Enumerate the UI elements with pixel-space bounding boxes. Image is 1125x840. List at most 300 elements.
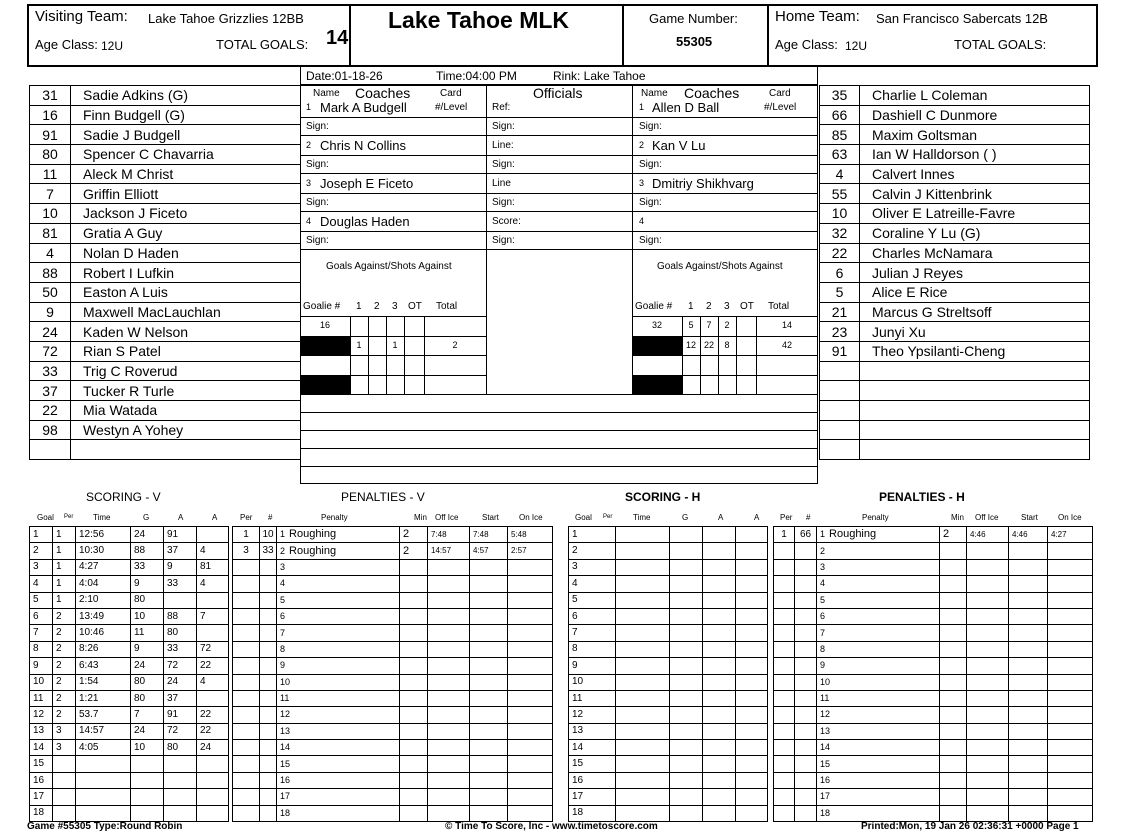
penalty-index: 2 (820, 545, 826, 556)
roster-row (820, 125, 1090, 145)
penalty-minutes (940, 789, 967, 805)
penalty-off-ice (967, 674, 1009, 690)
penalty-player-number (260, 723, 277, 739)
penalty-period (233, 625, 260, 641)
penalty-player-number (795, 559, 817, 575)
shots-against-value: 7 (706, 320, 712, 330)
penalty-index: 5 (280, 594, 286, 605)
penalty-cell (277, 723, 400, 739)
official-sign-label: Sign: (492, 197, 515, 208)
column-header: G (143, 513, 150, 522)
penalty-period (233, 576, 260, 592)
scoring-v-table (29, 526, 229, 822)
player-number: 10 (30, 204, 71, 224)
penalty-cell (277, 576, 400, 592)
scorer (670, 576, 703, 592)
scoring-h-table (568, 526, 768, 822)
player-name: Jackson J Ficeto (71, 204, 301, 224)
home-team-name: San Francisco Sabercats 12B (876, 11, 1048, 26)
goalie-stats-header: 1 (688, 301, 694, 312)
player-number (820, 381, 860, 401)
scoring-row (569, 592, 768, 608)
penalty-cell (277, 527, 400, 543)
penalty-type: Roughing (289, 528, 337, 541)
goal-time: 53.7 (76, 707, 131, 723)
assist-1 (703, 772, 736, 788)
penalty-cell (817, 527, 940, 543)
penalty-off-ice (428, 772, 470, 788)
footer-right: Printed:Mon, 19 Jan 26 02:36:31 +0000 Page 1 (861, 821, 1079, 832)
player-name: Dashiell C Dunmore (860, 105, 1090, 125)
penalty-period (774, 723, 795, 739)
penalty-period (233, 740, 260, 756)
penalty-row (774, 740, 1093, 756)
penalty-off-ice (428, 674, 470, 690)
penalty-on-ice (1048, 543, 1093, 559)
penalty-on-ice (508, 559, 553, 575)
player-name (860, 401, 1090, 421)
penalty-index: 6 (820, 611, 826, 622)
penalty-off-ice (428, 805, 470, 821)
penalty-row (233, 707, 553, 723)
officials-row-line (300, 193, 818, 194)
game-number-label: Game Number: (649, 11, 738, 26)
goalie-shaded-cell (632, 375, 682, 394)
assist-1 (703, 576, 736, 592)
period (53, 805, 76, 821)
penalty-minutes (400, 756, 428, 772)
h-coaches-label: Coaches (684, 85, 740, 101)
penalty-off-ice: 14:57 (428, 543, 470, 559)
goal-number: 14 (569, 740, 616, 756)
player-name (860, 440, 1090, 460)
assist-1 (164, 772, 197, 788)
period: 2 (53, 707, 76, 723)
v-coach-index: 3 (306, 178, 312, 188)
penalty-period (233, 658, 260, 674)
goal-time (616, 690, 670, 706)
period (53, 772, 76, 788)
penalty-index: 7 (820, 627, 826, 638)
officials-row-line (300, 249, 818, 250)
assist-1 (703, 592, 736, 608)
roster-row (30, 401, 301, 421)
player-number: 21 (820, 302, 860, 322)
penalty-player-number (795, 690, 817, 706)
penalty-cell (817, 756, 940, 772)
penalty-start (1009, 576, 1048, 592)
penalty-index: 8 (280, 643, 286, 654)
roster-row (820, 204, 1090, 224)
penalty-period (233, 559, 260, 575)
scoring-row (30, 641, 229, 657)
player-number: 22 (820, 243, 860, 263)
assist-2 (736, 723, 768, 739)
assist-2: 4 (197, 576, 229, 592)
player-number: 16 (30, 105, 71, 125)
assist-2: 81 (197, 559, 229, 575)
penalty-cell (817, 608, 940, 624)
assist-1 (703, 690, 736, 706)
penalty-player-number (260, 658, 277, 674)
penalty-start (1009, 658, 1048, 674)
penalty-row (774, 625, 1093, 641)
period (53, 756, 76, 772)
penalty-off-ice (967, 625, 1009, 641)
penalty-off-ice (428, 608, 470, 624)
penalty-row (774, 805, 1093, 821)
penalty-on-ice (508, 707, 553, 723)
assist-2: 4 (197, 674, 229, 690)
goal-number: 4 (30, 576, 53, 592)
penalty-row (774, 592, 1093, 608)
goal-number: 9 (569, 658, 616, 674)
penalty-on-ice (1048, 756, 1093, 772)
assist-2 (736, 625, 768, 641)
scoring-row (30, 576, 229, 592)
penalty-start (1009, 690, 1048, 706)
penalty-player-number (260, 789, 277, 805)
scoring-row (569, 723, 768, 739)
assist-1 (164, 592, 197, 608)
penalty-period (774, 543, 795, 559)
penalty-player-number (260, 625, 277, 641)
penalty-start (470, 625, 508, 641)
assist-2 (197, 625, 229, 641)
official-sign-label: Sign: (492, 235, 515, 246)
penalty-minutes (400, 641, 428, 657)
penalty-minutes (400, 625, 428, 641)
penalty-on-ice: 4:27 (1048, 527, 1093, 543)
period: 1 (53, 543, 76, 559)
player-name: Theo Ypsilanti-Cheng (860, 341, 1090, 361)
penalty-off-ice (428, 576, 470, 592)
roster-row (30, 341, 301, 361)
penalty-on-ice (508, 576, 553, 592)
roster-row (820, 263, 1090, 283)
goal-time: 10:30 (76, 543, 131, 559)
goal-time (76, 772, 131, 788)
column-header: Time (93, 513, 111, 522)
goalie-stats-header: 1 (356, 301, 362, 312)
roster-row (30, 440, 301, 460)
player-name: Mia Watada (71, 401, 301, 421)
roster-row (820, 223, 1090, 243)
penalty-off-ice (967, 608, 1009, 624)
player-number: 4 (820, 164, 860, 184)
roster-row (820, 243, 1090, 263)
roster-row (30, 282, 301, 302)
v-level-label: #/Level (435, 102, 468, 113)
scoring-row (30, 805, 229, 821)
penalty-off-ice (967, 576, 1009, 592)
player-name: Junyi Xu (860, 322, 1090, 342)
penalty-off-ice: 4:46 (967, 527, 1009, 543)
roster-row (30, 322, 301, 342)
penalty-minutes: 2 (400, 543, 428, 559)
penalty-period (233, 690, 260, 706)
penalty-period (233, 805, 260, 821)
penalty-row (774, 576, 1093, 592)
period: 2 (53, 608, 76, 624)
scoring-row (30, 592, 229, 608)
player-name (71, 440, 301, 460)
scorer: 80 (131, 674, 164, 690)
column-header: Start (482, 513, 499, 522)
penalty-on-ice: 2:57 (508, 543, 553, 559)
v-coach-index: 1 (306, 102, 312, 112)
assist-1 (703, 658, 736, 674)
penalty-start (1009, 608, 1048, 624)
goal-number: 11 (569, 690, 616, 706)
assist-2 (736, 789, 768, 805)
assist-2 (736, 756, 768, 772)
roster-row (820, 420, 1090, 440)
column-header: A (178, 513, 184, 522)
scorer (131, 756, 164, 772)
penalty-cell (277, 690, 400, 706)
goal-number: 7 (569, 625, 616, 641)
assist-2 (736, 641, 768, 657)
penalty-index: 15 (820, 758, 831, 769)
scorer (670, 707, 703, 723)
penalty-row (774, 723, 1093, 739)
penalty-minutes (940, 690, 967, 706)
goal-time (616, 592, 670, 608)
penalty-cell (277, 789, 400, 805)
visiting-total-goals-label: TOTAL GOALS: (216, 37, 309, 52)
shots-against-value: 14 (781, 320, 792, 330)
roster-row (30, 86, 301, 106)
penalties-v-table (232, 526, 553, 822)
penalty-on-ice (1048, 789, 1093, 805)
penalty-player-number (260, 592, 277, 608)
penalty-minutes (940, 641, 967, 657)
assist-1: 37 (164, 543, 197, 559)
assist-1: 33 (164, 641, 197, 657)
scoring-row (30, 690, 229, 706)
penalty-minutes (400, 707, 428, 723)
assist-2: 24 (197, 740, 229, 756)
penalty-row (774, 789, 1093, 805)
penalty-off-ice: 7:48 (428, 527, 470, 543)
player-name: Westyn A Yohey (71, 420, 301, 440)
penalty-cell (277, 674, 400, 690)
goal-time: 14:57 (76, 723, 131, 739)
penalty-minutes (400, 674, 428, 690)
goalie-stats-header: OT (408, 301, 422, 312)
penalty-on-ice (508, 740, 553, 756)
goal-number: 16 (30, 772, 53, 788)
assist-2 (736, 740, 768, 756)
shots-against-value: 2 (724, 320, 730, 330)
assist-1 (164, 756, 197, 772)
scoring-row (569, 674, 768, 690)
penalty-player-number (260, 559, 277, 575)
scoring-row (569, 625, 768, 641)
penalty-on-ice (508, 690, 553, 706)
footer-center: © Time To Score, Inc - www.timetoscore.com (445, 821, 658, 832)
player-number: 6 (820, 263, 860, 283)
goal-time (616, 608, 670, 624)
visiting-age-class-label: Age Class: (35, 37, 98, 52)
penalty-period (233, 608, 260, 624)
assist-2: 22 (197, 658, 229, 674)
penalty-player-number (260, 641, 277, 657)
penalty-index: 1 (280, 529, 286, 540)
penalty-row (233, 674, 553, 690)
period: 2 (53, 674, 76, 690)
assist-2 (197, 690, 229, 706)
penalty-player-number (795, 641, 817, 657)
scorer: 24 (131, 658, 164, 674)
goalie-stats-header: 2 (374, 301, 380, 312)
player-number: 5 (820, 282, 860, 302)
roster-row (30, 204, 301, 224)
h-card-label: Card (769, 88, 791, 99)
goalie-stats-header: Total (768, 301, 790, 312)
penalty-minutes (400, 740, 428, 756)
penalty-on-ice (508, 772, 553, 788)
player-name: Julian J Reyes (860, 263, 1090, 283)
penalty-row (233, 576, 553, 592)
notes-line (300, 448, 818, 449)
assist-2 (736, 772, 768, 788)
goalie-shaded-cell (300, 336, 350, 355)
player-name: Gratia A Guy (71, 223, 301, 243)
period: 1 (53, 592, 76, 608)
period: 2 (53, 690, 76, 706)
assist-1 (703, 527, 736, 543)
game-number: 55305 (676, 34, 713, 49)
penalties-h-table (773, 526, 1093, 822)
assist-1 (703, 625, 736, 641)
column-header: Goal (575, 513, 592, 522)
scorer: 33 (131, 559, 164, 575)
scorer (670, 559, 703, 575)
penalty-row (233, 772, 553, 788)
scoring-v-title: SCORING - V (86, 490, 161, 504)
h-sign-label: Sign: (639, 235, 662, 246)
scoring-row (30, 723, 229, 739)
penalty-start (470, 592, 508, 608)
v-coach-name: Chris N Collins (320, 138, 406, 153)
visiting-roster (29, 85, 301, 460)
penalty-off-ice (428, 641, 470, 657)
goal-time (616, 625, 670, 641)
scorer (131, 789, 164, 805)
goal-number: 4 (569, 576, 616, 592)
penalty-period (774, 789, 795, 805)
penalty-on-ice (1048, 559, 1093, 575)
goalie-grid-line (300, 316, 486, 317)
scorer (670, 805, 703, 821)
penalty-minutes (940, 592, 967, 608)
goal-number: 12 (569, 707, 616, 723)
goalie-grid-line (350, 316, 351, 394)
penalty-row (233, 740, 553, 756)
scorer: 24 (131, 527, 164, 543)
penalty-on-ice (508, 805, 553, 821)
player-name (860, 420, 1090, 440)
penalty-start (470, 740, 508, 756)
player-name: Oliver E Latreille-Favre (860, 204, 1090, 224)
h-coach-name: Kan V Lu (652, 138, 706, 153)
scorer (670, 690, 703, 706)
assist-1: 88 (164, 608, 197, 624)
goal-time (616, 641, 670, 657)
penalty-index: 12 (280, 709, 291, 720)
penalty-index: 2 (280, 545, 286, 556)
assist-1: 91 (164, 707, 197, 723)
visiting-team-name: Lake Tahoe Grizzlies 12BB (148, 11, 304, 26)
penalty-minutes (940, 576, 967, 592)
assist-1: 72 (164, 723, 197, 739)
penalty-index: 1 (820, 529, 826, 540)
assist-2 (197, 592, 229, 608)
penalty-index: 13 (820, 725, 831, 736)
penalty-index: 4 (820, 578, 826, 589)
scorer (670, 789, 703, 805)
scorer: 88 (131, 543, 164, 559)
player-number: 11 (30, 164, 71, 184)
scoring-row (30, 625, 229, 641)
column-header: A (754, 513, 760, 522)
roster-row (30, 263, 301, 283)
penalty-on-ice (1048, 576, 1093, 592)
period: 1 (53, 559, 76, 575)
player-name: Spencer C Chavarria (71, 145, 301, 165)
goal-number: 13 (30, 723, 53, 739)
assist-1: 9 (164, 559, 197, 575)
goal-number: 2 (569, 543, 616, 559)
penalty-minutes (940, 723, 967, 739)
shots-against-value: 5 (688, 320, 694, 330)
penalty-on-ice (508, 625, 553, 641)
penalty-minutes (940, 608, 967, 624)
penalty-index: 18 (280, 807, 291, 818)
penalty-start (1009, 559, 1048, 575)
officials-row-line (300, 211, 818, 212)
penalty-row (774, 690, 1093, 706)
home-age-class: 12U (845, 39, 868, 53)
scorer: 10 (131, 740, 164, 756)
header-divider (349, 4, 351, 67)
player-number: 10 (820, 204, 860, 224)
penalty-start (470, 576, 508, 592)
penalty-off-ice (967, 559, 1009, 575)
penalty-index: 8 (820, 643, 826, 654)
penalty-start (470, 674, 508, 690)
penalty-player-number (795, 756, 817, 772)
penalty-start: 7:48 (470, 527, 508, 543)
player-number: 33 (30, 361, 71, 381)
assist-1 (703, 740, 736, 756)
goal-number: 7 (30, 625, 53, 641)
penalty-start (1009, 592, 1048, 608)
scorer (670, 592, 703, 608)
goal-time (616, 789, 670, 805)
goal-number: 12 (30, 707, 53, 723)
assist-2: 4 (197, 543, 229, 559)
v-coaches-label: Coaches (355, 85, 411, 101)
penalty-row (774, 674, 1093, 690)
goal-number: 10 (30, 674, 53, 690)
scorer: 80 (131, 592, 164, 608)
player-number: 23 (820, 322, 860, 342)
official-role-label: Line: (492, 140, 514, 151)
h-coach-index: 3 (639, 178, 645, 188)
